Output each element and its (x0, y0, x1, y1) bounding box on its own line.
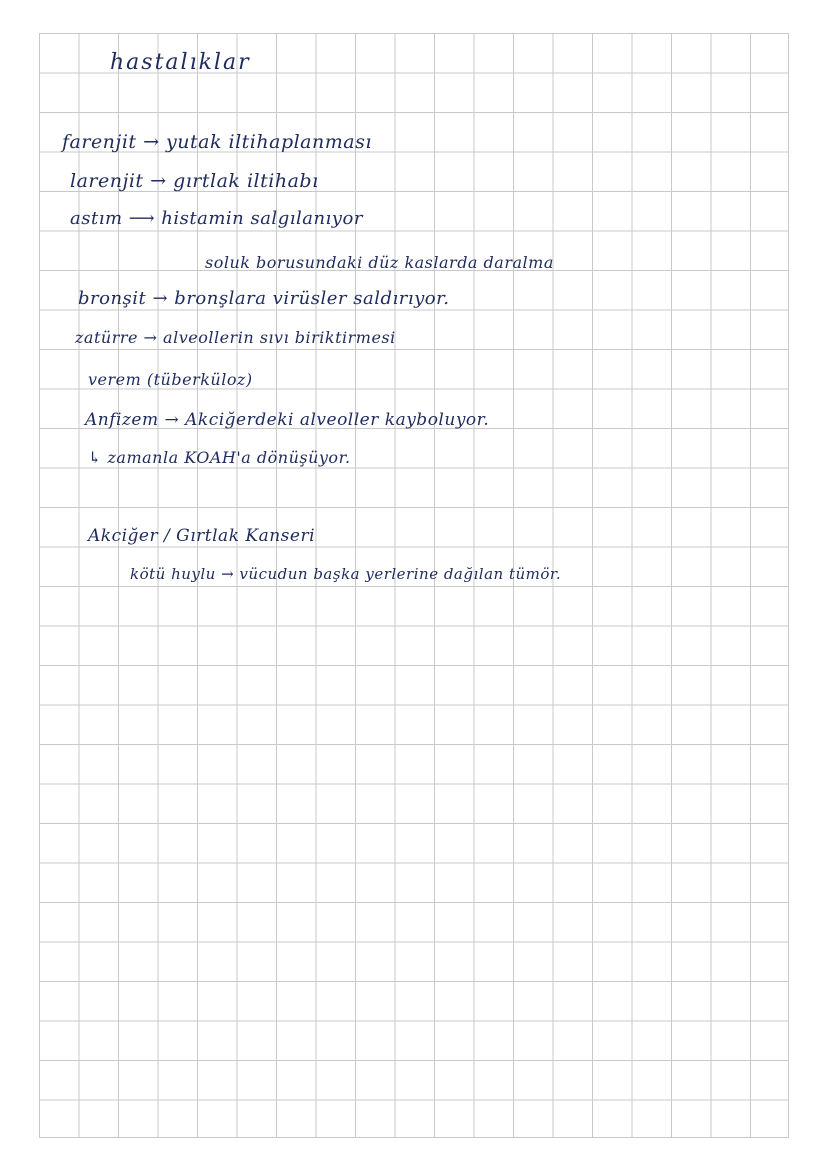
note-line-astim-detail: soluk borusundaki düz kaslarda daralma (205, 253, 554, 272)
note-line-farenjit: farenjit → yutak iltihaplanması (62, 131, 372, 153)
note-line-anfizem: Anfizem → Akciğerdeki alveoller kayboluyor. (85, 410, 490, 430)
note-line-zaturre: zatürre → alveollerin sıvı biriktirmesi (75, 328, 396, 347)
grid-paper-background (39, 33, 789, 1138)
note-line-astim: astım ⟶ histamin salgılanıyor (70, 208, 363, 229)
note-line-larenjit: larenjit → gırtlak iltihabı (70, 170, 319, 192)
page-title: hastalıklar (110, 50, 251, 75)
note-line-bronsit: bronşit → bronşlara virüsler saldırıyor. (78, 288, 450, 309)
note-line-anfizem-detail: ↳ zamanla KOAH'a dönüşüyor. (88, 448, 351, 467)
note-line-verem: verem (tüberküloz) (88, 370, 253, 389)
section-heading-kanser: Akciğer / Gırtlak Kanseri (88, 526, 316, 546)
note-line-kanser-detail: kötü huylu → vücudun başka yerlerine dağılan tümör. (130, 565, 562, 583)
